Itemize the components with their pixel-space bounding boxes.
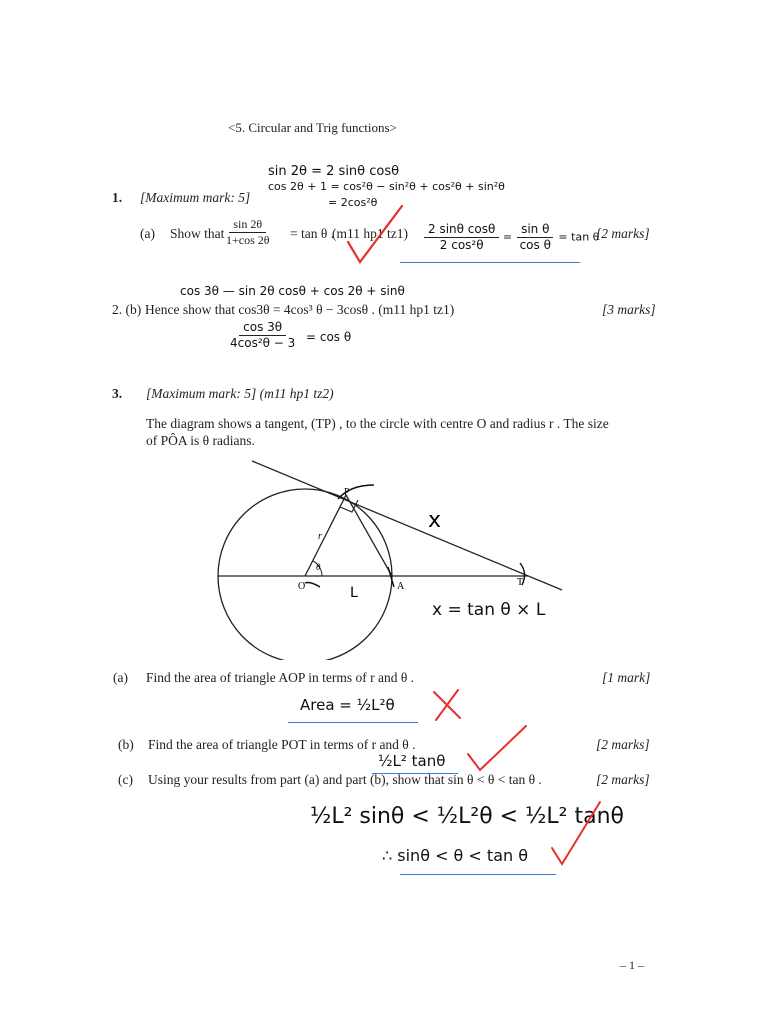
label-a: A xyxy=(397,581,405,592)
page-number: – 1 – xyxy=(620,958,644,972)
label-o: O xyxy=(298,581,306,592)
label-t: T xyxy=(517,577,524,588)
label-r: r xyxy=(318,531,322,542)
radius-op xyxy=(305,495,346,576)
q2-hw-frac-num: cos 3θ xyxy=(239,320,286,336)
q1-answer-underline xyxy=(400,262,580,263)
q3-part-a-cross-icon xyxy=(430,688,464,722)
q2-hw-result: = cos θ xyxy=(306,330,352,344)
label-theta: θ xyxy=(316,562,321,572)
q2-hw-line1: cos 3θ — sin 2θ cosθ + cos 2θ + sinθ xyxy=(180,284,405,298)
q1-hw-frac2-den: cos θ xyxy=(519,238,551,252)
circle-tangent-diagram xyxy=(210,455,570,660)
q3-part-c-label: (c) xyxy=(118,772,133,787)
q1-hw-frac2-num: sin θ xyxy=(517,222,553,238)
q1-hw-answer xyxy=(424,222,599,253)
section-header: <5. Circular and Trig functions> xyxy=(228,120,397,135)
q3-desc-line2: of PÔA is θ radians. xyxy=(146,433,255,448)
q1-hw-eq: = xyxy=(502,230,513,244)
q1-check-mark-icon xyxy=(340,200,410,270)
q2-text: Hence show that cos3θ = 4cos³ θ − 3cosθ . (m11 hp1 tz1) xyxy=(145,302,455,317)
q3-part-a-label: (a) xyxy=(113,670,128,685)
q3-part-a-hw: Area = ½L²θ xyxy=(300,696,395,714)
q3-max-mark: [Maximum mark: 5] (m11 hp1 tz2) xyxy=(146,386,334,401)
q1-source: (m11 hp1 tz1) xyxy=(332,226,408,241)
tangent-line-tp xyxy=(252,461,562,590)
q3-part-b-text: Find the area of triangle POT in terms of r and θ . xyxy=(148,737,416,752)
q2-label: 2. (b) xyxy=(112,302,142,317)
q3-part-a-marks: [1 mark] xyxy=(602,670,651,685)
q1-part-a-label: (a) xyxy=(140,226,155,241)
q3-part-c-hw1: ½L² sinθ < ½L²θ < ½L² tanθ xyxy=(310,804,624,829)
q2-hw-answer xyxy=(226,320,299,351)
q3-part-c-marks: [2 marks] xyxy=(596,772,650,787)
q3-part-b-hw: ½L² tanθ xyxy=(378,752,446,770)
q3-part-b-marks: [2 marks] xyxy=(596,737,650,752)
q1-fraction xyxy=(222,217,274,248)
q3-part-a-underline xyxy=(288,722,418,723)
q2-marks: [3 marks] xyxy=(602,302,656,317)
q1-max-mark: [Maximum mark: 5] xyxy=(140,190,251,205)
hw-label-l: L xyxy=(350,585,358,601)
q3-part-b-label: (b) xyxy=(118,737,134,752)
label-p: P xyxy=(344,487,350,498)
circle xyxy=(218,489,392,660)
hw-mark-o xyxy=(305,583,320,588)
q1-marks: [2 marks] xyxy=(596,226,650,241)
q3-part-c-check-icon xyxy=(546,798,606,870)
hw-label-x: x xyxy=(428,508,442,533)
q1-frac-num: sin 2θ xyxy=(229,217,266,233)
q3-desc-line1: The diagram shows a tangent, (TP) , to the circle with centre O and radius r . The size xyxy=(146,416,609,431)
line-pa xyxy=(346,495,392,576)
q3-part-a-text: Find the area of triangle AOP in terms of r and θ . xyxy=(146,670,415,685)
q1-hw-result: = tan θ xyxy=(558,230,600,244)
q1-hw-frac-num: 2 sinθ cosθ xyxy=(424,222,499,238)
q1-number: 1. xyxy=(112,190,123,205)
q3-number: 3. xyxy=(112,386,123,401)
q1-hw-frac-den: 2 cos²θ xyxy=(439,238,484,252)
q3-part-b-check-icon xyxy=(462,720,532,780)
q1-rhs: = tan θ . xyxy=(290,226,335,241)
q1-hw-line3: = 2cos²θ xyxy=(328,196,378,209)
q3-part-c-hw2: ∴ sinθ < θ < tan θ xyxy=(382,846,529,865)
q1-hw-line2: cos 2θ + 1 = cos²θ − sin²θ + cos²θ + sin²θ xyxy=(268,180,505,193)
q3-part-c-underline xyxy=(400,874,556,875)
q2-hw-frac-den: 4cos²θ − 3 xyxy=(230,336,296,350)
q1-hw-line1: sin 2θ = 2 sinθ cosθ xyxy=(268,164,400,179)
q1-show-that: Show that xyxy=(170,226,225,241)
q1-frac-den: 1+cos 2θ xyxy=(226,233,270,247)
q3-part-c-text: Using your results from part (a) and part (b), show that sin θ < θ < tan θ . xyxy=(148,772,542,787)
q3-hw-relation: x = tan θ × L xyxy=(432,600,546,620)
